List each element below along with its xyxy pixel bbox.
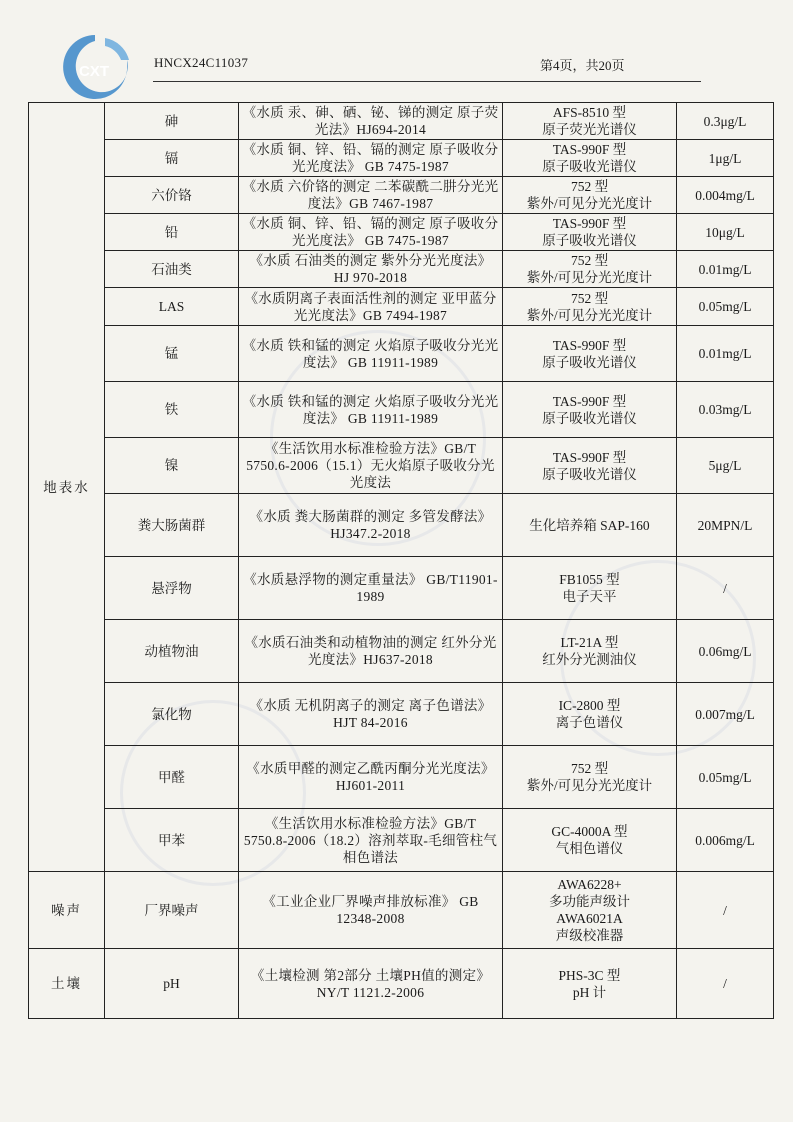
limit-cell: 0.006mg/L (677, 809, 774, 872)
instrument-line: AWA6228+ (557, 877, 622, 892)
instrument-line: IC-2800 型 (558, 698, 621, 713)
item-cell: 六价铬 (105, 177, 239, 214)
limit-cell: 0.004mg/L (677, 177, 774, 214)
instrument-cell (503, 949, 677, 1019)
instrument-cell (503, 620, 677, 683)
instrument-cell (503, 288, 677, 326)
instrument-line: 原子吸收光谱仪 (542, 159, 637, 174)
instrument-line: GC-4000A 型 (551, 824, 628, 839)
instrument-line: 752 型 (570, 761, 609, 776)
instrument-line: AFS-8510 型 (552, 105, 627, 120)
table-row (29, 746, 774, 809)
limit-cell: 0.01mg/L (677, 326, 774, 382)
instrument-line: LT-21A 型 (560, 635, 619, 650)
instrument-line: 紫外/可见分光光度计 (526, 196, 653, 211)
limit-cell: / (677, 949, 774, 1019)
item-cell: 砷 (105, 103, 239, 140)
item-cell: 铅 (105, 214, 239, 251)
instrument-line: 紫外/可见分光光度计 (526, 778, 653, 793)
instrument-line: TAS-990F 型 (552, 142, 627, 157)
item-cell: 镉 (105, 140, 239, 177)
instrument-line: 多功能声级计 (549, 894, 630, 909)
instrument-line: TAS-990F 型 (552, 449, 627, 465)
limit-cell: 0.05mg/L (677, 746, 774, 809)
limit-cell: 0.05mg/L (677, 288, 774, 326)
instrument-cell (503, 140, 677, 177)
limit-cell: 5μg/L (677, 438, 774, 494)
standard-cell: 《水质 铜、锌、铅、镉的测定 原子吸收分光光度法》 GB 7475-1987 (239, 140, 503, 177)
table-row (29, 872, 774, 949)
instrument-line: 原子吸收光谱仪 (542, 410, 637, 426)
table-row (29, 214, 774, 251)
instrument-line: 752 型 (570, 179, 609, 194)
instrument-line: 声级校准器 (555, 928, 624, 943)
item-cell: 锰 (105, 326, 239, 382)
item-cell: 粪大肠菌群 (105, 494, 239, 557)
item-cell: 镍 (105, 438, 239, 494)
header-divider (153, 81, 701, 82)
instrument-line: TAS-990F 型 (552, 393, 627, 409)
table-row (29, 140, 774, 177)
instrument-cell (503, 382, 677, 438)
item-cell: 悬浮物 (105, 557, 239, 620)
item-cell: 石油类 (105, 251, 239, 288)
table-row (29, 949, 774, 1019)
table-row (29, 177, 774, 214)
standard-cell: 《水质 铁和锰的测定 火焰原子吸收分光光度法》 GB 11911-1989 (239, 382, 503, 438)
instrument-line: TAS-990F 型 (552, 216, 627, 231)
limit-cell: 0.01mg/L (677, 251, 774, 288)
report-number: HNCX24C11037 (154, 55, 249, 70)
instrument-line: TAS-990F 型 (552, 337, 627, 353)
instrument-line: 原子吸收光谱仪 (542, 466, 637, 482)
instrument-line: 离子色谱仪 (555, 715, 624, 730)
standard-cell: 《生活饮用水标准检验方法》GB/T 5750.6-2006（15.1）无火焰原子吸收分光光度法 (239, 438, 503, 494)
table-row (29, 103, 774, 140)
limit-cell: 0.03mg/L (677, 382, 774, 438)
instrument-line: FB1055 型 (559, 572, 620, 587)
category-cell: 土壤 (29, 949, 105, 1019)
standard-cell: 《水质 石油类的测定 紫外分光光度法》HJ 970-2018 (239, 251, 503, 288)
instrument-line: 电子天平 (562, 589, 617, 604)
standard-cell: 《土壤检测 第2部分 土壤PH值的测定》 NY/T 1121.2-2006 (239, 949, 503, 1019)
instrument-cell (503, 872, 677, 949)
company-logo (55, 30, 135, 100)
table-row (29, 288, 774, 326)
instrument-cell (503, 103, 677, 140)
limit-cell: 0.007mg/L (677, 683, 774, 746)
standard-cell: 《水质石油类和动植物油的测定 红外分光光度法》HJ637-2018 (239, 620, 503, 683)
instrument-cell (503, 557, 677, 620)
instrument-line: pH 计 (572, 984, 607, 1000)
table-row (29, 438, 774, 494)
logo-text: CXT (79, 63, 109, 80)
standard-cell: 《水质阴离子表面活性剂的测定 亚甲蓝分光光度法》GB 7494-1987 (239, 288, 503, 326)
instrument-cell (503, 214, 677, 251)
limit-cell: 1μg/L (677, 140, 774, 177)
instrument-cell (503, 494, 677, 557)
standard-cell: 《水质 铁和锰的测定 火焰原子吸收分光光度法》 GB 11911-1989 (239, 326, 503, 382)
limit-cell: 0.06mg/L (677, 620, 774, 683)
item-cell: 铁 (105, 382, 239, 438)
instrument-line: 原子吸收光谱仪 (542, 233, 637, 248)
item-cell: 氯化物 (105, 683, 239, 746)
instrument-cell (503, 809, 677, 872)
instrument-cell (503, 326, 677, 382)
standard-cell: 《水质 粪大肠菌群的测定 多管发酵法》HJ347.2-2018 (239, 494, 503, 557)
instrument-line: 气相色谱仪 (555, 841, 624, 856)
limit-cell: 0.3μg/L (677, 103, 774, 140)
item-cell: LAS (105, 288, 239, 326)
limit-cell: / (677, 872, 774, 949)
item-cell: 动植物油 (105, 620, 239, 683)
instrument-line: PHS-3C 型 (558, 967, 621, 983)
item-cell: pH (105, 949, 239, 1019)
instrument-cell (503, 683, 677, 746)
method-table (28, 102, 774, 1019)
standard-cell: 《水质 汞、砷、硒、铋、锑的测定 原子荧光法》HJ694-2014 (239, 103, 503, 140)
category-cell: 噪声 (29, 872, 105, 949)
standard-cell: 《水质悬浮物的测定重量法》 GB/T11901-1989 (239, 557, 503, 620)
table-row (29, 494, 774, 557)
instrument-line: 生化培养箱 SAP-160 (529, 517, 650, 533)
table-row (29, 620, 774, 683)
instrument-line: AWA6021A (556, 911, 623, 926)
item-cell: 甲苯 (105, 809, 239, 872)
instrument-cell (503, 251, 677, 288)
instrument-line: 紫外/可见分光光度计 (526, 307, 653, 323)
standard-cell: 《水质 铜、锌、铅、镉的测定 原子吸收分光光度法》 GB 7475-1987 (239, 214, 503, 251)
table-row (29, 809, 774, 872)
limit-cell: 20MPN/L (677, 494, 774, 557)
instrument-cell (503, 177, 677, 214)
instrument-cell (503, 746, 677, 809)
limit-cell: 10μg/L (677, 214, 774, 251)
instrument-line: 红外分光测油仪 (542, 652, 637, 667)
table-row (29, 382, 774, 438)
instrument-line: 原子吸收光谱仪 (542, 354, 637, 370)
standard-cell: 《工业企业厂界噪声排放标准》 GB 12348-2008 (239, 872, 503, 949)
standard-cell: 《生活饮用水标准检验方法》GB/T 5750.8-2006（18.2）溶剂萃取-毛细管柱气相色谱法 (239, 809, 503, 872)
category-cell: 地表水 (29, 103, 105, 872)
standard-cell: 《水质甲醛的测定乙酰丙酮分光光度法》HJ601-2011 (239, 746, 503, 809)
instrument-line: 原子荧光光谱仪 (542, 122, 637, 137)
item-cell: 甲醛 (105, 746, 239, 809)
table-row (29, 683, 774, 746)
table-row (29, 251, 774, 288)
instrument-line: 752 型 (570, 290, 609, 306)
standard-cell: 《水质 六价铬的测定 二苯碳酰二肼分光光度法》GB 7467-1987 (239, 177, 503, 214)
limit-cell: / (677, 557, 774, 620)
table-row (29, 326, 774, 382)
table-row (29, 557, 774, 620)
standard-cell: 《水质 无机阴离子的测定 离子色谱法》 HJT 84-2016 (239, 683, 503, 746)
page-indicator: 第4页，共20页 (540, 58, 625, 73)
item-cell: 厂界噪声 (105, 872, 239, 949)
instrument-cell (503, 438, 677, 494)
instrument-line: 紫外/可见分光光度计 (526, 270, 653, 285)
instrument-line: 752 型 (570, 253, 609, 268)
